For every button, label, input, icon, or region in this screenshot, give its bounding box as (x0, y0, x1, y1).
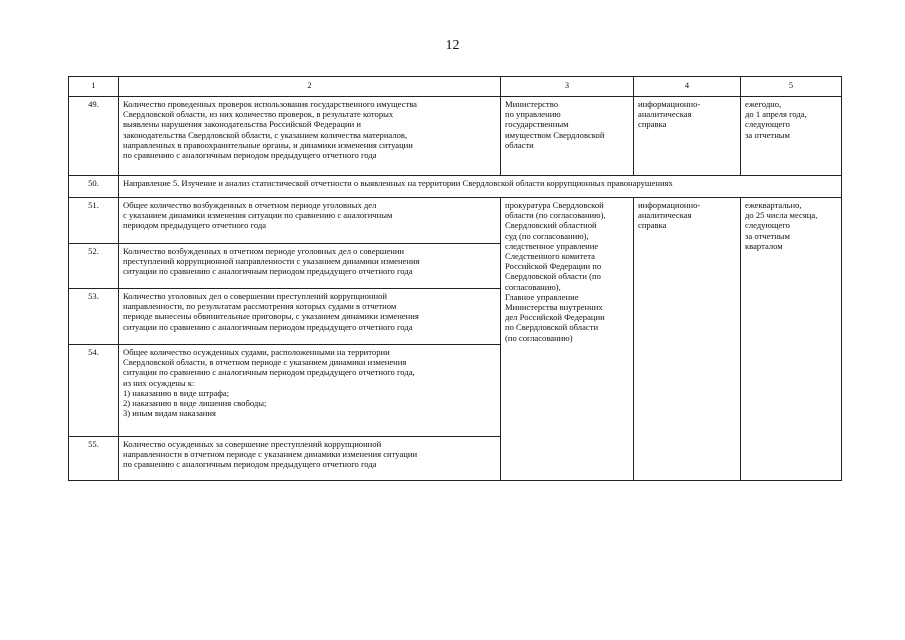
table-row (69, 97, 842, 176)
desc-line: ситуации по сравнению с аналогичным периодом предыдущего отчетного года, (123, 367, 415, 378)
header-col-4: 4 (634, 77, 741, 97)
indicator-description (119, 97, 501, 176)
executor-line: Министерство (505, 99, 558, 109)
indicator-description (119, 244, 501, 289)
row-number: 53. (69, 289, 119, 345)
term-cell (741, 97, 842, 176)
row-number: 54. (69, 345, 119, 437)
desc-line: Количество проведенных проверок использования государственного имущества (123, 99, 417, 109)
term-line: за отчетным (745, 129, 790, 140)
indicator-description (119, 289, 501, 345)
executor-cell (501, 97, 634, 176)
page-number: 12 (445, 38, 460, 53)
desc-line: Свердловской области, в отчетном периоде с указанием динамики изменения (123, 357, 407, 368)
executor-line: государственным (505, 119, 569, 130)
desc-line: направленных в правоохранительные органы, и динамики изменения ситуации (123, 139, 413, 150)
executor-line: по управлению (505, 109, 561, 120)
desc-line: по сравнению с аналогичным периодом предыдущего отчетного года (123, 459, 377, 470)
term-line: ежеквартально, (745, 200, 802, 210)
form-line: информационно- (638, 99, 701, 109)
row-number: 55. (69, 437, 119, 481)
desc-line: периодом предыдущего отчетного года (123, 220, 267, 231)
executor-line: области (по согласованию), (505, 210, 606, 221)
executor-line: Свердловской области (по (505, 271, 601, 282)
executor-line: по Свердловской области (505, 322, 599, 333)
desc-line: направленности, по результатам рассмотрения которых судами в отчетном (123, 301, 397, 312)
desc-line: ситуации по сравнению с аналогичным периодом предыдущего отчетного года (123, 266, 413, 277)
executor-line: Министерства внутренних (505, 302, 603, 313)
desc-line: из них осуждены к: (123, 377, 195, 388)
header-row (69, 77, 842, 97)
desc-line: Количество уголовных дел о совершении преступлений коррупционной (123, 291, 387, 301)
row-number: 50. (69, 176, 119, 198)
executor-line: Главное управление (505, 291, 579, 302)
row-number: 51. (69, 198, 119, 244)
desc-line: 2) наказанию в виде лишения свободы; (123, 398, 267, 409)
desc-line: Количество осужденных за совершение преступлений коррупционной (123, 439, 382, 449)
desc-line: законодательства Свердловской области, с указанием количества материалов, (123, 129, 408, 140)
desc-line: по сравнению с аналогичным периодом предыдущего отчетного года (123, 150, 377, 161)
term-line: кварталом (745, 240, 783, 251)
desc-line: Количество возбужденных в отчетном периоде уголовных дел о совершении (123, 246, 405, 256)
executor-line: области (505, 139, 534, 150)
indicator-description (119, 345, 501, 437)
form-line: справка (638, 119, 667, 130)
executor-line: прокуратура Свердловской (505, 200, 604, 210)
row-number: 52. (69, 244, 119, 289)
header-col-1: 1 (69, 77, 119, 97)
desc-line: ситуации по сравнению с аналогичным периодом предыдущего отчетного года (123, 321, 413, 332)
executor-line: Следственного комитета (505, 251, 595, 262)
header-col-2: 2 (119, 77, 501, 97)
desc-line: периоде вынесены обвинительные приговоры, с указанием динамики изменения (123, 311, 419, 322)
term-line: за отчетным (745, 230, 790, 241)
term-line: следующего (745, 119, 790, 130)
table-row (69, 198, 842, 244)
term-line: до 1 апреля года, (745, 109, 807, 120)
term-cell (741, 198, 842, 481)
desc-line: преступлений коррупционной направленности с указанием динамики изменения (123, 256, 420, 267)
executor-line: согласованию), (505, 281, 561, 292)
form-line: аналитическая (638, 210, 692, 221)
desc-line: с указанием динамики изменения ситуации по сравнению с аналогичным (123, 210, 393, 221)
desc-line: Свердловской области, из них количество проверок, в результате которых (123, 109, 394, 120)
desc-line: направленности в отчетном периоде с указанием динамики изменения ситуации (123, 449, 418, 460)
term-line: следующего (745, 220, 790, 231)
monitoring-table (68, 76, 842, 481)
executor-line: Свердловский областной (505, 220, 597, 231)
executor-line: дел Российской Федерации (505, 312, 605, 323)
executor-line: Российской Федерации по (505, 261, 602, 272)
form-line: аналитическая (638, 109, 692, 120)
report-form-cell (634, 97, 741, 176)
section-row (69, 176, 842, 198)
executor-line: (по согласованию) (505, 332, 573, 343)
row-number: 49. (69, 97, 119, 176)
header-col-3: 3 (501, 77, 634, 97)
form-line: информационно- (638, 200, 701, 210)
desc-line: Общее количество возбужденных в отчетном периоде уголовных дел (123, 200, 377, 210)
term-line: до 25 числа месяца, (745, 210, 818, 221)
executor-line: суд (по согласованию), (505, 230, 589, 241)
indicator-description (119, 198, 501, 244)
desc-line: Общее количество осужденных судами, расположенными на территории (123, 347, 390, 357)
desc-line: выявлены нарушения законодательства Российской Федерации и (123, 119, 361, 130)
executor-line: следственное управление (505, 240, 599, 251)
desc-line: 3) иным видам наказания (123, 408, 216, 419)
term-line: ежегодно, (745, 99, 782, 109)
report-form-cell (634, 198, 741, 481)
executor-line: имуществом Свердловской (505, 129, 605, 140)
form-line: справка (638, 220, 667, 231)
desc-line: 1) наказанию в виде штрафа; (123, 387, 230, 398)
indicator-description (119, 437, 501, 481)
section-heading: Направление 5. Изучение и анализ статистической отчетности о выявленных на территории Свердловской области коррупционных правонарушениях (119, 176, 842, 198)
executor-cell (501, 198, 634, 481)
header-col-5: 5 (741, 77, 842, 97)
